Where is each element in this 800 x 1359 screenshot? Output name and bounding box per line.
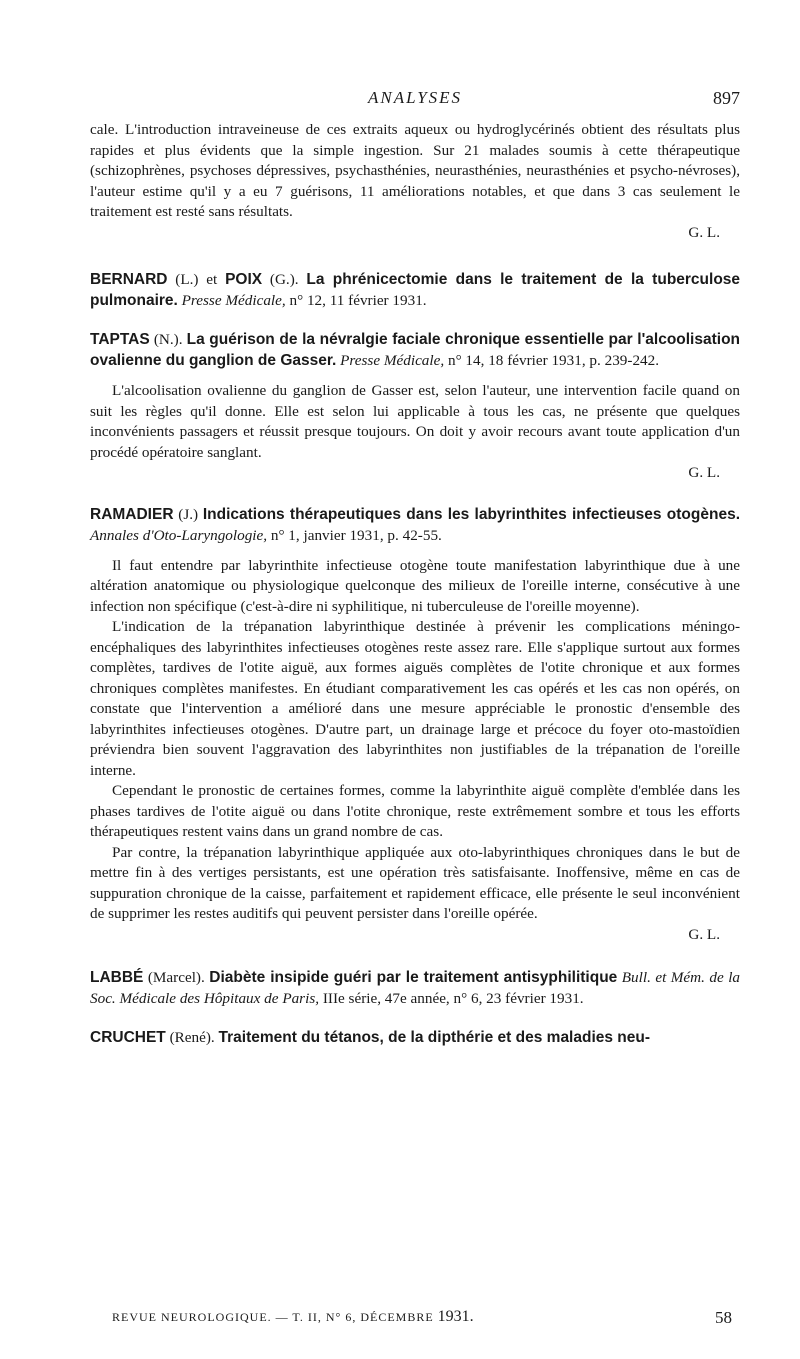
entry-author-initials: (René). <box>169 1029 215 1046</box>
entry-paragraph: Par contre, la trépanation labyrinthique appliquée aux oto-labyrinthiques chroniques dans le but de mettre fin à des vertiges persistants, est une opération très satisfaisante. Inoffensive, même en cas de suppuration chronique de la caisse, parfaitement et rapidement efficace, elle présente le seul inconvénient de supprimer les restes auditifs qui peuvent persister dans l'oreille opérée. <box>90 843 740 922</box>
entry-citation: IIIe série, 47e année, n° 6, 23 février 1931. <box>322 990 584 1007</box>
entry-paragraph: Cependant le pronostic de certaines formes, comme la labyrinthite aiguë complète d'emblée dans les phases tardives de l'otite aiguë ou dans l'otite chronique, reste extrêmement sombre et tous les efforts thérapeutiques restent vains dans un grand nombre de cas. <box>90 782 740 840</box>
footer-year: 1931. <box>437 1308 474 1325</box>
entry-title: Traitement du tétanos, de la dipthérie et des maladies neu- <box>218 1029 651 1046</box>
intro-section <box>90 120 740 243</box>
entry-source: Bull. et Mém. de la Soc. Médicale des Hôpitaux de Paris, <box>90 969 741 1007</box>
entry-source: Presse Médicale, <box>181 292 286 309</box>
page-number: 897 <box>713 88 740 108</box>
entry-author: LABBÉ <box>90 969 144 986</box>
page-header <box>90 88 740 118</box>
entry-paragraph: L'indication de la trépanation labyrinthique destinée à prévenir les complications méningo-encéphaliques des labyrinthites infectieuses otogènes reste assez rare. Elle s'applique surtout aux formes complètes, tardives de l'otite aiguë, aux formes aiguës complètes de l'otite chronique et aux formes chroniques complètes manifestes. En étudiant comparativement les cas opérés et les cas non opérés, on constate que l'intervention a amélioré dans une mesure appréciable le pronostic d'ensemble des labyrinthites infectieuses otogènes. D'autre part, un drainage large et précoce du foyer oto-mastoïdien préviendra bien souvent l'aggravation des labyrinthites non justifiables de la trépanation de l'oreille interne. <box>90 618 740 779</box>
review-entry <box>90 329 740 484</box>
entry-title: La phrénicectomie dans le traitement de la tuberculose pulmonaire. <box>90 271 741 309</box>
entry-coauthor-join: et <box>206 271 218 288</box>
intro-paragraph: cale. L'introduction intraveineuse de ces extraits aqueux ou hydroglycérinés obtient des résultats plus rapides et plus évidents que la simple ingestion. Sur 21 malades soumis à cette thérapeutique (schizophrènes, psychoses dépressives, psychasthénies, neurasthénies, neurasthénies et psycho-névroses), l'auteur estime qu'il y a eu 7 guérisons, 11 améliorations notables, et que dans 3 cas seulement le traitement est resté sans résultats. <box>90 121 740 220</box>
review-entry <box>90 967 740 1009</box>
review-entry <box>90 269 740 311</box>
entry-author: RAMADIER <box>90 505 174 523</box>
entry-author: CRUCHET <box>90 1029 166 1046</box>
entry-author-initials: (L.) <box>175 271 199 288</box>
intro-signature: G. L. <box>688 223 720 241</box>
entry-author-initials: (N.). <box>153 331 183 348</box>
footer-journal: REVUE NEUROLOGIQUE. — T. II, N° 6, DÉCEMBRE <box>112 1310 434 1324</box>
entry-citation: n° 1, janvier 1931, p. 42-55. <box>270 526 442 544</box>
footer-signature-mark: 58 <box>715 1308 732 1327</box>
review-entry <box>90 1027 740 1048</box>
entry-signature: G. L. <box>688 925 720 943</box>
review-entry <box>90 504 740 946</box>
entry-source: Presse Médicale, <box>340 352 445 369</box>
entry-heading <box>90 329 740 371</box>
entry-citation: n° 12, 11 février 1931. <box>289 292 427 309</box>
entry-heading <box>90 504 740 546</box>
entry-coauthor-initials: (G.). <box>269 271 299 288</box>
entry-heading <box>90 967 740 1009</box>
entry-coauthor: POIX <box>225 271 263 288</box>
entry-author-initials: (Marcel). <box>147 969 205 986</box>
entry-paragraph: L'alcoolisation ovalienne du ganglion de Gasser est, selon l'auteur, une intervention facile quand on suit les règles qu'il donne. Elle est selon lui applicable à tous les cas, ne présente que quelques inconvénients passagers et réussit presque toujours. On doit y avoir recours avant toute application d'un procédé opératoire sanglant. <box>90 382 740 461</box>
entry-author: TAPTAS <box>90 331 150 348</box>
entry-paragraph: Il faut entendre par labyrinthite infectieuse otogène toute manifestation labyrinthique due à une altération anatomique ou physiologique quelconque des milieux de l'oreille interne, consécutive à une infection non spécifique (c'est-à-dire ni syphilitique, ni tuberculeuse de l'oreille moyenne). <box>90 556 740 615</box>
page-content <box>90 120 740 1058</box>
entry-author-initials: (J.) <box>178 505 199 523</box>
page-footer <box>90 1308 740 1332</box>
entry-title: Indications thérapeutiques dans les labyrinthites infectieuses otogènes. <box>202 505 741 523</box>
entry-signature: G. L. <box>688 464 720 481</box>
entry-heading <box>90 1027 740 1048</box>
entry-title: Diabète insipide guéri par le traitement antisyphilitique <box>209 969 618 986</box>
entry-author: BERNARD <box>90 271 168 288</box>
entry-heading <box>90 269 740 311</box>
entry-source: Annales d'Oto-Laryngologie, <box>90 526 268 544</box>
running-title: ANALYSES <box>367 88 463 107</box>
entry-title: La guérison de la névralgie faciale chronique essentielle par l'alcoolisation ovalienne du ganglion de Gasser. <box>90 331 741 369</box>
footer-journal-line <box>112 1308 474 1326</box>
entry-citation: n° 14, 18 février 1931, p. 239-242. <box>447 352 660 369</box>
